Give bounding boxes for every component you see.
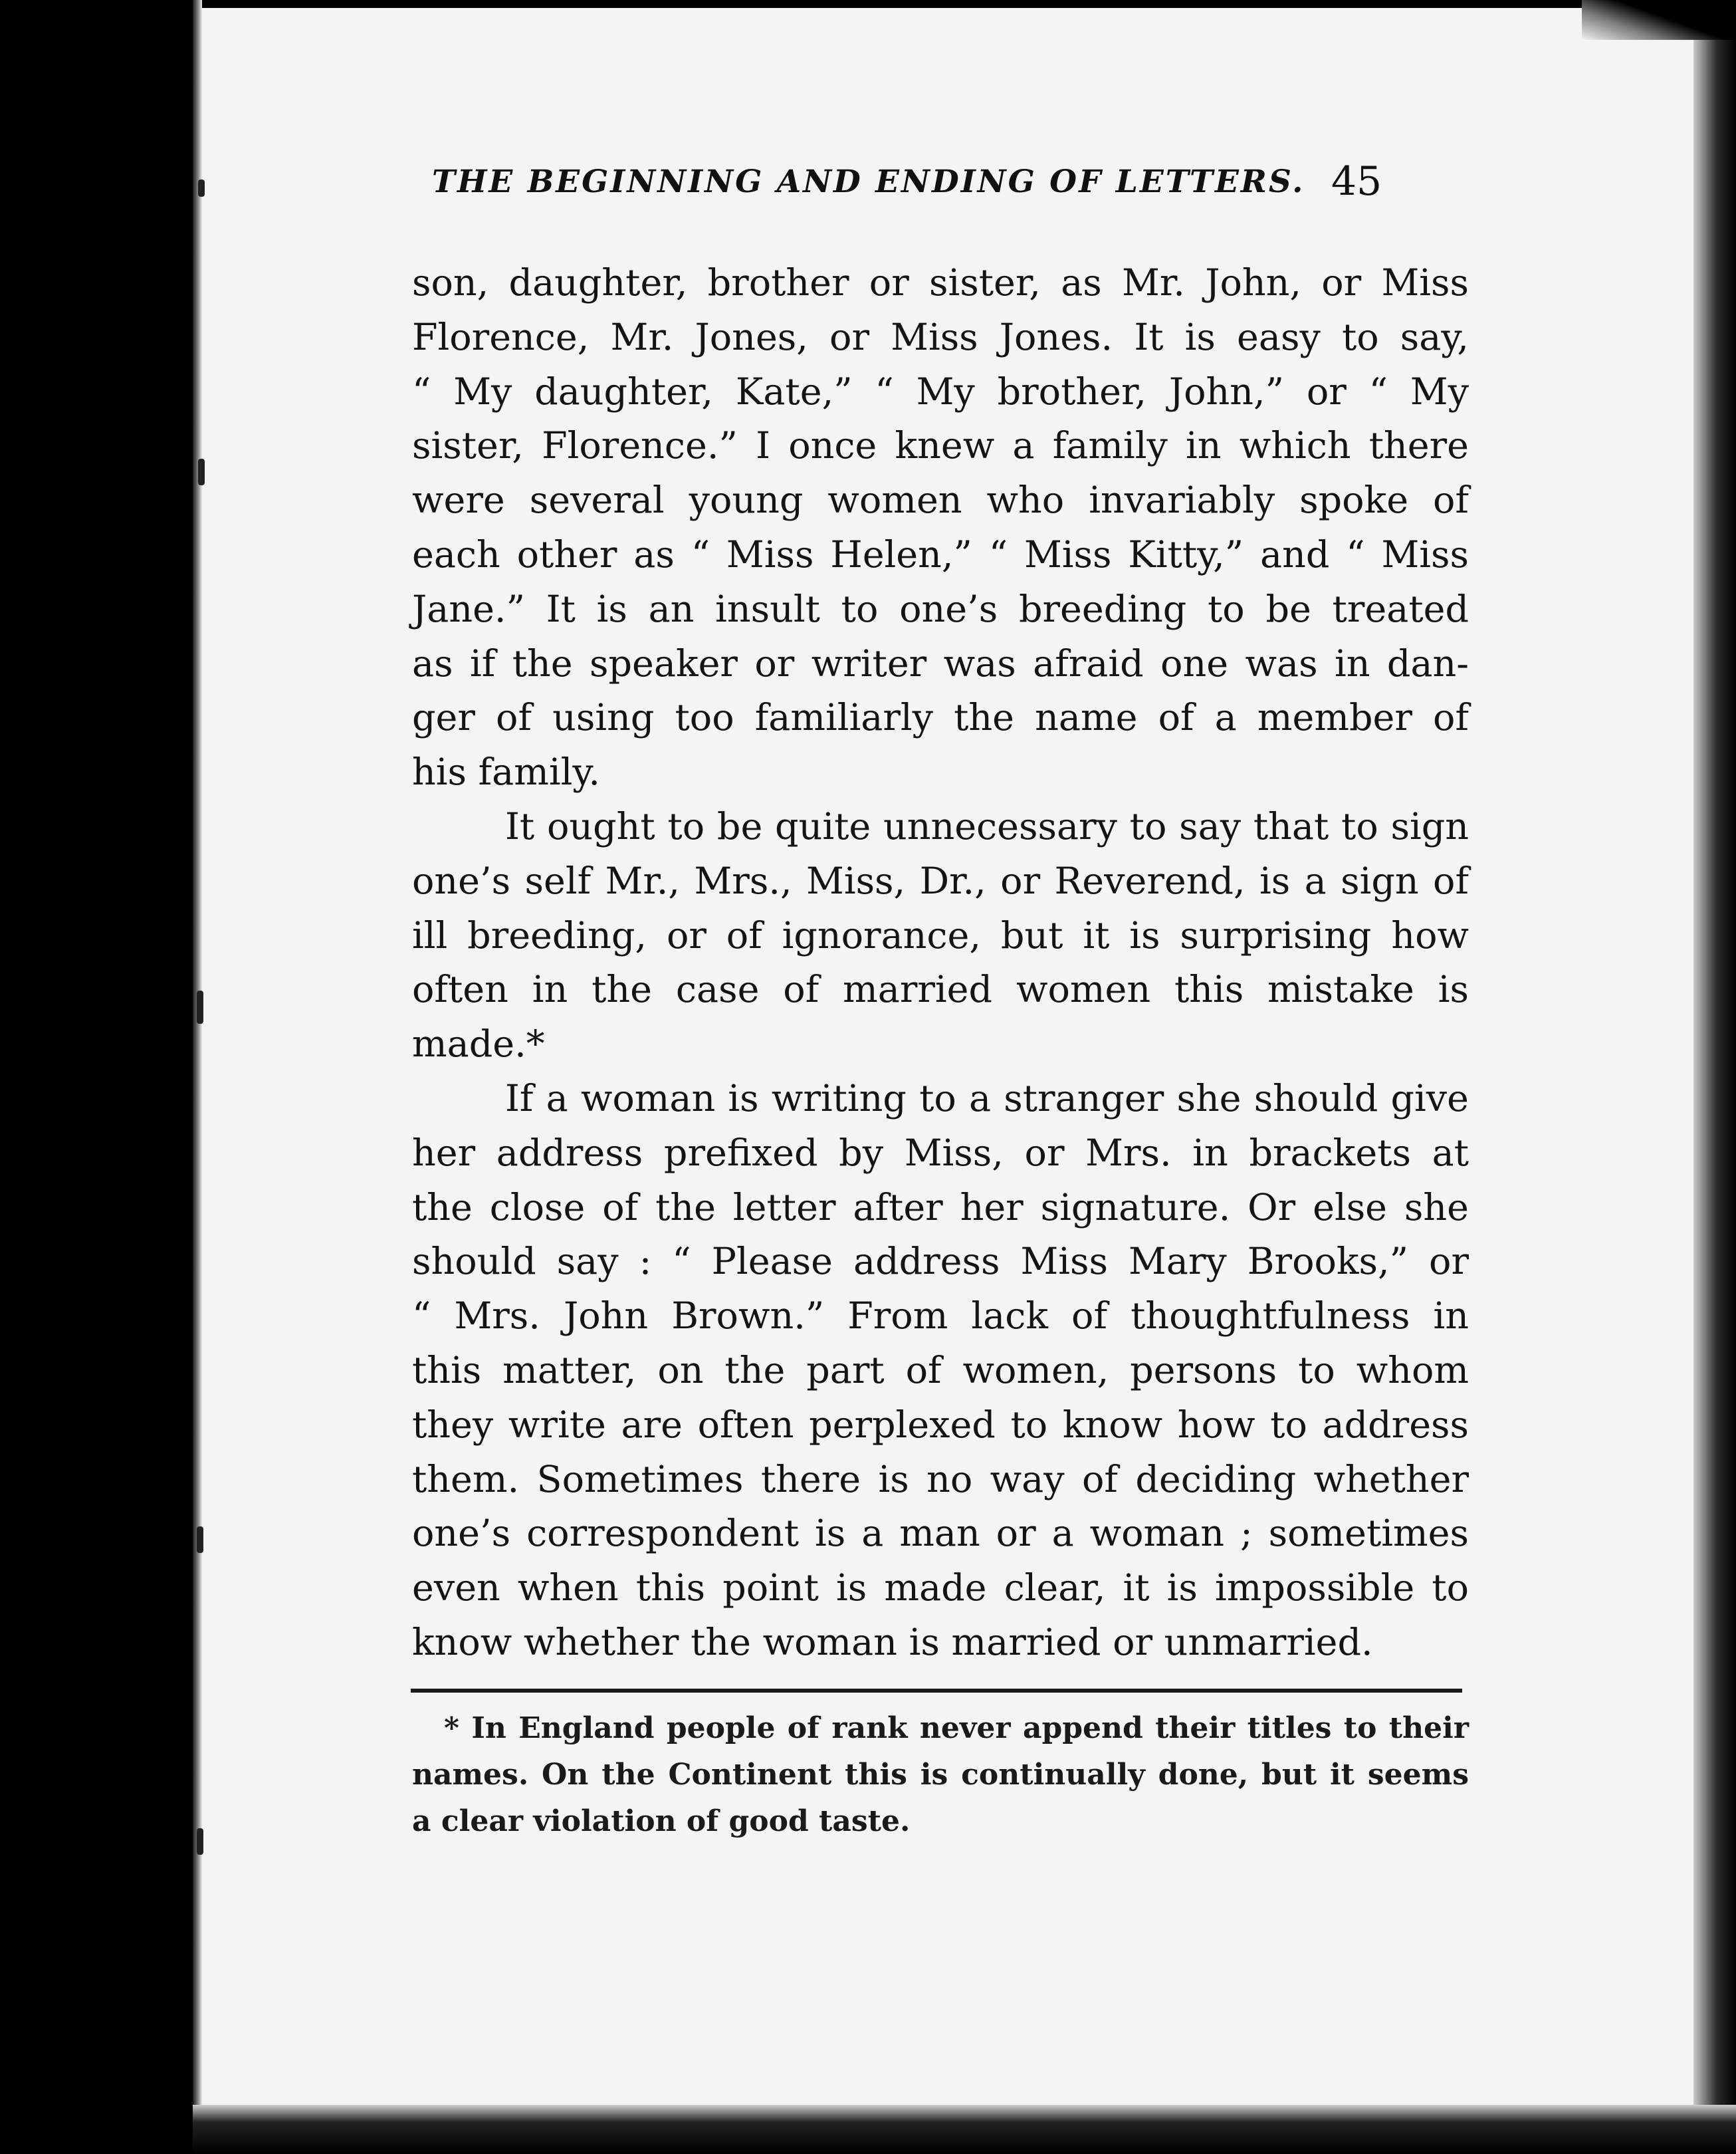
text-line: them. Sometimes there is no way of deciding whether [412, 1457, 1469, 1501]
binding-mark [198, 180, 205, 197]
text-line: the close of the letter after her signature. Or else she [412, 1185, 1469, 1229]
footnote [412, 1705, 1469, 1845]
text-line: son, daughter, brother or sister, as Mr. John, or Miss [412, 261, 1469, 304]
text-line: even when this point is made clear, it is impossible to [412, 1566, 1469, 1610]
text-line: his family. [412, 751, 601, 794]
text-line: one’s correspondent is a man or a woman ; sometimes [412, 1512, 1469, 1556]
text-line: sister, Florence.” I once knew a family in which there [412, 424, 1469, 468]
footnote-line: * In England people of rank never append their titles to their [444, 1711, 1469, 1745]
text-line: If a woman is writing to a stranger she should give [505, 1076, 1469, 1120]
text-line: as if the speaker or writer was afraid one was in dan- [412, 642, 1469, 685]
running-head-title: THE BEGINNING AND ENDING OF LETTERS. [432, 164, 1305, 200]
text-line: made.* [412, 1022, 545, 1066]
text-line: “ My daughter, Kate,” “ My brother, John,” or “ My [412, 370, 1469, 414]
binding-mark [197, 1526, 203, 1553]
text-line: It ought to be quite unnecessary to say that to sign [505, 804, 1469, 848]
binding-mark [198, 459, 205, 485]
body-text [412, 256, 1469, 1670]
text-line: were several young women who invariably spoke of [412, 479, 1469, 523]
paragraph [412, 256, 1469, 800]
binding-mark [197, 1828, 203, 1855]
text-line: ill breeding, or of ignorance, but it is surprising how [412, 913, 1469, 957]
binding-mark [197, 991, 203, 1024]
footnote-rule [411, 1689, 1462, 1693]
text-line: Jane.” It is an insult to one’s breeding to be treated [412, 587, 1469, 631]
text-line: each other as “ Miss Helen,” “ Miss Kitty,” and “ Miss [412, 533, 1469, 576]
text-line: “ Mrs. John Brown.” From lack of thoughtfulness in [412, 1294, 1469, 1338]
text-line: they write are often perplexed to know how to address [412, 1403, 1469, 1447]
footnote-line: names. On the Continent this is continually done, but it seems [412, 1758, 1469, 1792]
text-line: know whether the woman is married or unmarried. [412, 1620, 1373, 1664]
text-line: often in the case of married women this mistake is [412, 968, 1469, 1012]
text-line: one’s self Mr., Mrs., Miss, Dr., or Reverend, is a sign of [412, 859, 1469, 903]
text-line: Florence, Mr. Jones, or Miss Jones. It is easy to say, [412, 315, 1469, 359]
text-line: should say : “ Please address Miss Mary Brooks,” or [412, 1240, 1469, 1284]
running-head [432, 158, 1469, 205]
left-margin-dark [0, 0, 194, 2154]
footnote-line: a clear violation of good taste. [412, 1804, 911, 1838]
text-line: her address prefixed by Miss, or Mrs. in brackets at [412, 1131, 1469, 1175]
page-edge-right [1693, 27, 1736, 2114]
text-line: this matter, on the part of women, persons to whom [412, 1348, 1469, 1392]
page-edge-bottom [193, 2105, 1736, 2154]
paragraph [412, 800, 1469, 1072]
paragraph [412, 1072, 1469, 1670]
page-corner-top-right [1582, 0, 1736, 40]
page-number: 45 [1331, 158, 1382, 205]
text-line: ger of using too familiarly the name of a member of [412, 696, 1469, 740]
